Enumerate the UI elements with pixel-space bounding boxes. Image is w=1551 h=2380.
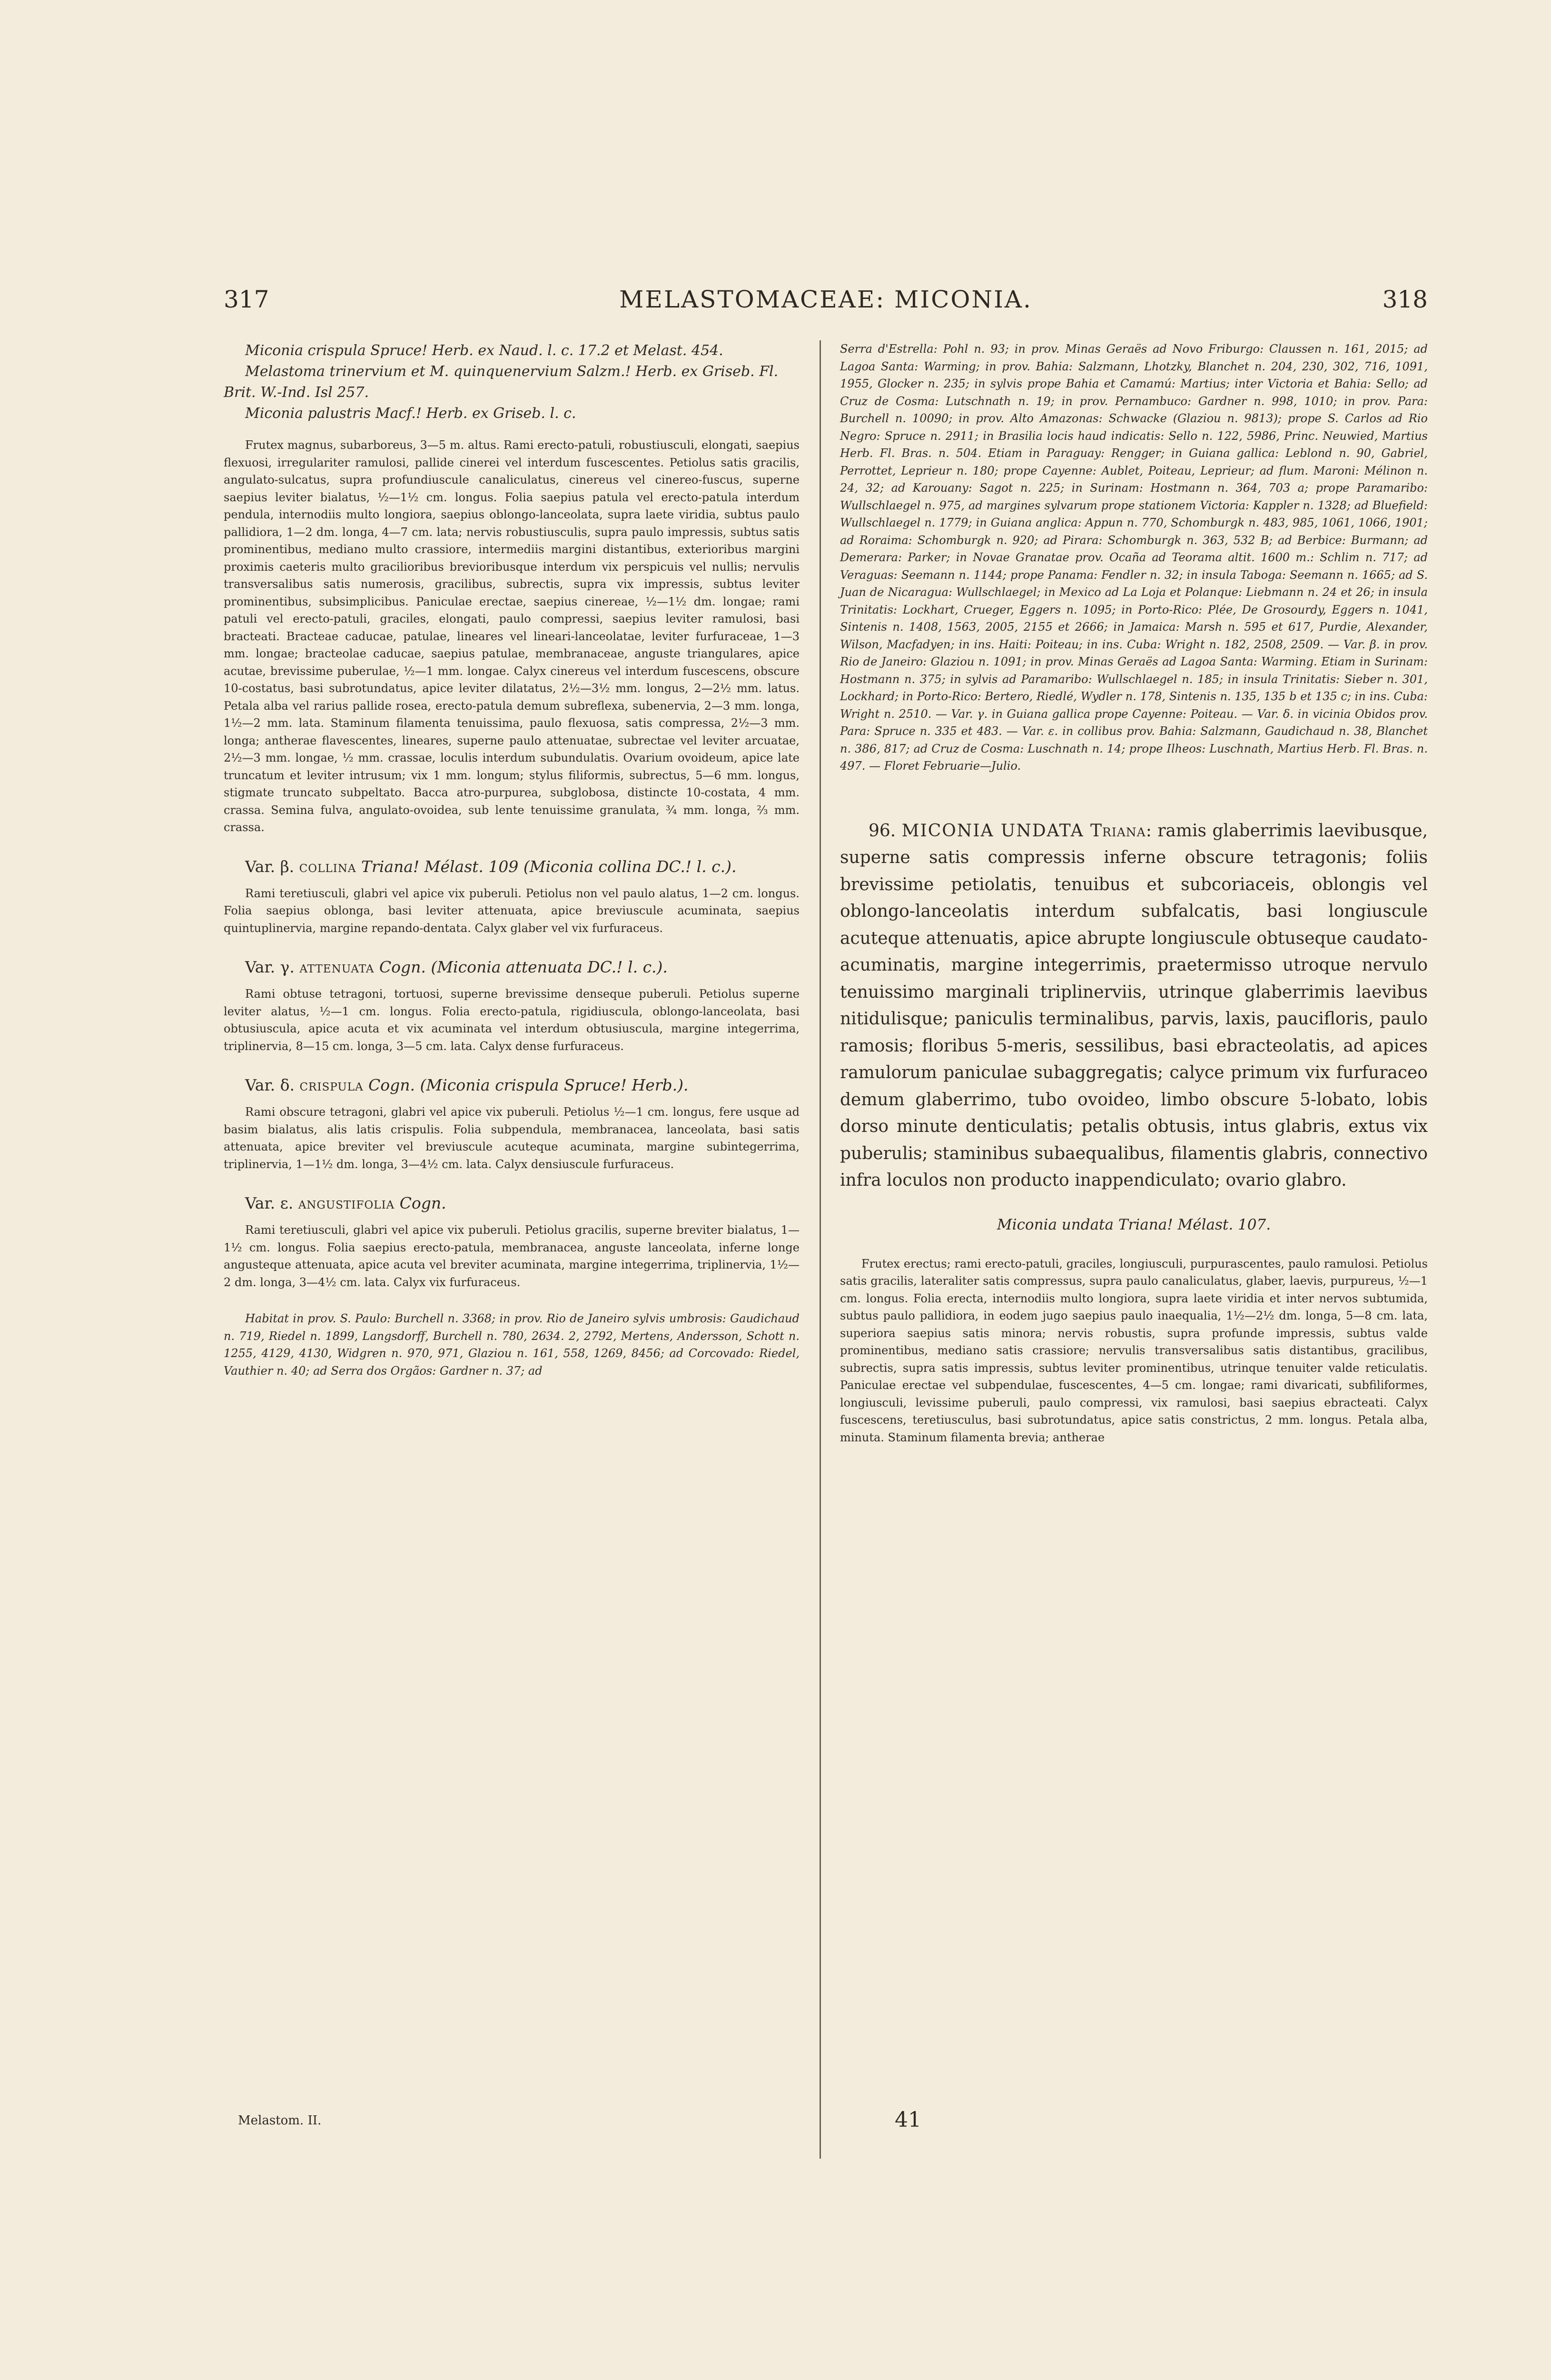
habitat-text: Habitat in prov. S. Paulo: Burchell n. 3368; in prov. Rio de Janeiro sylvis umbrosis: Gaudichaud n. 719, Riedel n. 1899, Langsdorff, Burchell n. 780, 2634. 2, 2792, Mertens, Andersson, Schott n. 1255, 4129, 4130, Widgren n. 970, 971, Glaziou n. 161, 558, 1269, 8456; ad Corcovado: Riedel, Vauthier n. 40; ad Serra dos Orgãos: Gardner n. 37; ad [224,1312,800,1378]
left-column [224,340,800,1379]
species-reference: Miconia undata Triana! Mélast. 107. [997,1216,1271,1233]
variety-text-delta: Rami obscure tetragoni, glabri vel apice vix puberuli. Petiolus ½—1 cm. longus, fere usque ad basim bialatus, alis latis crispulis. Folia subpendula, membranacea, lanceolata, basi satis attenuata, apice breviter vel breviuscule acuteque acuminata, margine subintegerrima, triplinervia, 1—1½ dm. longa, 3—4½ cm. lata. Calyx densiuscule furfuraceus. [224,1105,800,1171]
synonym-1: Miconia crispula Spruce! Herb. ex Naud. l. c. 17.2 et Melast. 454. [245,342,723,359]
running-head [224,286,1428,328]
habitat-continued: Serra d'Estrella: Pohl n. 93; in prov. Minas Geraës ad Novo Friburgo: Claussen n. 161, 2015; ad Lagoa Santa: Warming; in prov. Bahia: Salzmann, Lhotzky, Blanchet n. 204, 230, 302, 716, 1091, 1955, Glocker n. 235; in sylvis prope Bahia et Camamú: Martius; inter Victoria et Bahia: Sello; ad Cruz de Cosma: Lutschnath n. 19; in prov. Pernambuco: Gardner n. 998, 1010; in prov. Para: Burchell n. 10090; in prov. Alto Amazonas: Schwacke (Glaziou n. 9813); prope S. Carlos ad Rio Negro: Spruce n. 2911; in Brasilia locis haud indicatis: Sello n. 122, 5986, Princ. Neuwied, Martius Herb. Fl. Bras. n. 504. Etiam in Paraguay: Rengger; in Guiana gallica: Leblond n. 90, Gabriel, Perrottet, Leprieur n. 180; prope Cayenne: Aublet, Poiteau, Leprieur; ad flum. Maroni: Mélinon n. 24, 32; ad Karouany: Sagot n. 225; in Surinam: Hostmann n. 364, 703 a; prope Paramaribo: Wullschlaegel n. 975, ad margines sylvarum prope stationem Victoria: Kappler n. 1328; ad Bluefield: Wullschlaegel n. 1779; in Guiana anglica: Appun n. 770, Schomburgk n. 483, 985, 1061, 1066, 1901; ad Roraima: Schomburgk n. 920; ad Pirara: Schomburgk n. 363, 532 B; ad Berbice: Burmann; ad Demerara: Parker; in Novae Granatae prov. Ocaña ad Teorama altit. 1600 m.: Schlim n. 717; ad Veraguas: Seemann n. 1144; prope Panama: Fendler n. 32; in insula Taboga: Seemann n. 1665; ad S. Juan de Nicaragua: Wullschlaegel; in Mexico ad La Loja et Polanque: Liebmann n. 24 et 26; in insula Trinitatis: Lockhart, Crueger, Eggers n. 1095; in Porto-Rico: Plée, De Grosourdy, Eggers n. 1041, Sintenis n. 1408, 1563, 2005, 2155 et 2666; in Jamaica: Marsh n. 595 et 617, Purdie, Alexander, Wilson, Macfadyen; in ins. Haiti: Poiteau; in ins. Cuba: Wright n. 182, 2508, 2509. — Var. β. in prov. Rio de Janeiro: Glaziou n. 1091; in prov. Minas Geraës ad Lagoa Santa: Warming. Etiam in Surinam: Hostmann n. 375; in sylvis ad Paramaribo: Wullschlaegel n. 185; in insula Trinitatis: Sieber n. 301, Lockhard; in Porto-Rico: Bertero, Riedlé, Wydler n. 178, Sintenis n. 135, 135 b et 135 c; in ins. Cuba: Wright n. 2510. — Var. γ. in Guiana gallica prope Cayenne: Poiteau. — Var. δ. in vicinia Obidos prov. Para: Spruce n. 335 et 483. — Var. ε. in collibus prov. Bahia: Salzmann, Gaudichaud n. 38, Blanchet n. 386, 817; ad Cruz de Cosma: Luschnath n. 14; prope Ilheos: Luschnath, Martius Herb. Fl. Bras. n. 497. — Floret Februarie—Julio. [840,342,1428,773]
species-author: Triana [1084,821,1146,841]
variety-text-epsilon: Rami teretiusculi, glabri vel apice vix puberuli. Petiolus gracilis, superne breviter bialatus, 1—1½ cm. longus. Folia saepius erecto-patula, membranacea, anguste lanceolata, inferne longe angusteque attenuata, apice acuta vel breviter acuminata, margine integerrima, triplinervia, 1½—2 dm. longa, 3—4½ cm. lata. Calyx vix furfuraceus. [224,1223,800,1289]
species-diagnosis-text: : ramis glaberrimis laevibusque, superne satis compressis inferne obscure tetragonis; foliis brevissime petiolatis, tenuibus et subcoriaceis, oblongis vel oblongo-lanceolatis interdum subfalcatis, basi longiuscule acuteque attenuatis, apice abrupte longiuscule obtuseque caudato-acuminatis, margine integerrimis, praetermisso utroque nervulo tenuissimo marginali triplinerviis, utrinque glaberrimis laevibus nitidulisque; paniculis terminalibus, parvis, laxis, paucifloris, paulo ramosis; floribus 5-meris, sessilibus, basi ebracteolatis, ad apices ramulorum paniculae subaggregatis; calyce primum vix furfuraceo demum glaberrimo, tubo ovoideo, limbo obscure 5-lobato, lobis dorso minute denticulatis; petalis obtusis, intus glabris, extus vix puberulis; staminibus subaequalibus, filamentis glabris, connectivo infra loculos non producto inappendiculato; ovario glabro. [840,821,1428,1190]
species-number: 96. [869,821,902,841]
variety-heading-delta: Var. δ. crispula Cogn. (Miconia crispula Spruce! Herb.). [245,1076,689,1094]
species-name: MICONIA UNDATA [901,821,1084,841]
synonym-3: Miconia palustris Macf.! Herb. ex Griseb. l. c. [245,405,576,422]
species-description: Frutex magnus, subarboreus, 3—5 m. altus. Rami erecto-patuli, robustiusculi, elongati, saepius flexuosi, irregulariter ramulosi, pallide cinerei vel interdum fuscescentes. Petiolus satis gracilis, angulato-sulcatus, supra profundiuscule canaliculatus, cinereus vel cinereo-fuscus, superne saepius leviter bialatus, ½—1½ cm. longus. Folia saepius patula vel erecto-patula interdum pendula, internodiis multo longiora, saepius oblongo-lanceolata, supra laete viridia, subtus paulo pallidiora, 1—2 dm. longa, 4—7 cm. lata; nervis robustiusculis, supra paulo impressis, subtus satis prominentibus, mediano multo crassiore, intermediis margini distantibus, exterioribus margini proximis caeteris multo gracilioribus brevioribusque interdum vix perspicuis vel nullis; nervulis transversalibus satis numerosis, gracilibus, subrectis, supra vix impressis, subtus leviter prominentibus, subsimplicibus. Paniculae erectae, saepius cinereae, ½—1½ dm. longae; rami patuli vel erecto-patuli, graciles, elongati, paulo compressi, saepius leviter ramulosi, basi bracteati. Bracteae caducae, patulae, lineares vel lineari-lanceolatae, leviter furfuraceae, 1—3 mm. longae; bracteolae caducae, saepius patulae, membranaceae, anguste triangulares, apice acutae, brevissime puberulae, ½—1 mm. longae. Calyx cinereus vel interdum fuscescens, obscure 10-costatus, basi subrotundatus, apice leviter dilatatus, 2½—3½ mm. longus, 2—2½ mm. latus. Petala alba vel rarius pallide rosea, erecto-patula demum subreflexa, subenervia, 2—3 mm. longa, 1½—2 mm. lata. Staminum filamenta tenuissima, paulo flexuosa, satis compressa, 2½—3 mm. longa; antherae flavescentes, lineares, superne paulo attenuatae, subrectae vel leviter arcuatae, 2½—3 mm. longae, ½ mm. crassae, loculis interdum subundulatis. Ovarium ovoideum, apice late truncatum et leviter intrusum; vix 1 mm. longum; stylus filiformis, subrectus, 5—6 mm. longus, stigmate truncato subpeltato. Bacca atro-purpurea, subglobosa, distincte 10-costata, 4 mm. crassa. Semina fulva, angulato-ovoidea, sub lente tenuissime granulata, ¾ mm. longa, ⅔ mm. crassa. [224,438,800,834]
variety-text-gamma: Rami obtuse tetragoni, tortuosi, superne brevissime denseque puberuli. Petiolus superne leviter alatus, ½—1 cm. longus. Folia erecto-patula, rigidiuscula, oblongo-lanceolata, basi obtusiuscula, apice acuta et vix acuminata vel interdum obtusiuscula, margine integerrima, triplinervia, 8—15 cm. longa, 3—5 cm. lata. Calyx dense furfuraceus. [224,987,800,1053]
variety-text-beta: Rami teretiusculi, glabri vel apice vix puberuli. Petiolus non vel paulo alatus, 1—2 cm. longus. Folia saepius oblonga, basi leviter attenuata, apice breviuscule acuminata, saepius quintuplinervia, margine repando-dentata. Calyx glaber vel vix furfuraceus. [224,886,800,935]
species-description-2: Frutex erectus; rami erecto-patuli, graciles, longiusculi, purpurascentes, paulo ramulosi. Petiolus satis gracilis, lateraliter satis compressus, supra paulo canaliculatus, glaber, laevis, purpureus, ½—1 cm. longus. Folia erecta, internodiis multo longiora, supra laete viridia et inter nervos subtumida, subtus paulo pallidiora, in eodem jugo saepius paulo inaequalia, 1½—2½ dm. longa, 5—8 cm. lata, superiora saepius satis minora; nervis robustis, supra profunde impressis, subtus valde prominentibus, mediano satis crassiore; nervulis transversalibus satis distantibus, gracilibus, subrectis, supra satis impressis, subtus leviter prominentibus, utrinque tenuiter valde reticulatis. Paniculae erectae vel subpendulae, fuscescentes, 4—5 cm. longae; rami divaricati, subfiliformes, longiusculi, levissime puberuli, paulo compressi, vix ramulosi, basi saepius ebracteati. Calyx fuscescens, teretiusculus, basi subrotundatus, apice satis constrictus, 2 mm. longus. Petala alba, minuta. Staminum filamenta brevia; antherae [840,1257,1428,1444]
variety-heading-gamma: Var. γ. attenuata Cogn. (Miconia attenuata DC.! l. c.). [245,958,668,976]
signature-mark: 41 [895,2108,921,2132]
footer-volume: Melastom. II. [238,2113,322,2128]
column-divider [820,340,821,2159]
page-number-left: 317 [224,286,269,313]
variety-heading-beta: Var. β. collina Triana! Mélast. 109 (Miconia collina DC.! l. c.). [245,857,737,876]
running-title: MELASTOMACEAE: MICONIA. [619,286,1032,313]
variety-heading-epsilon: Var. ε. angustifolia Cogn. [245,1194,446,1212]
species-diagnosis [840,818,1428,1194]
synonym-2: Melastoma trinervium et M. quinquenervium Salzm.! Herb. ex Griseb. Fl. Brit. W.-Ind. Isl 257. [224,363,779,401]
right-column [840,340,1428,1446]
page-number-right: 318 [1382,286,1428,313]
